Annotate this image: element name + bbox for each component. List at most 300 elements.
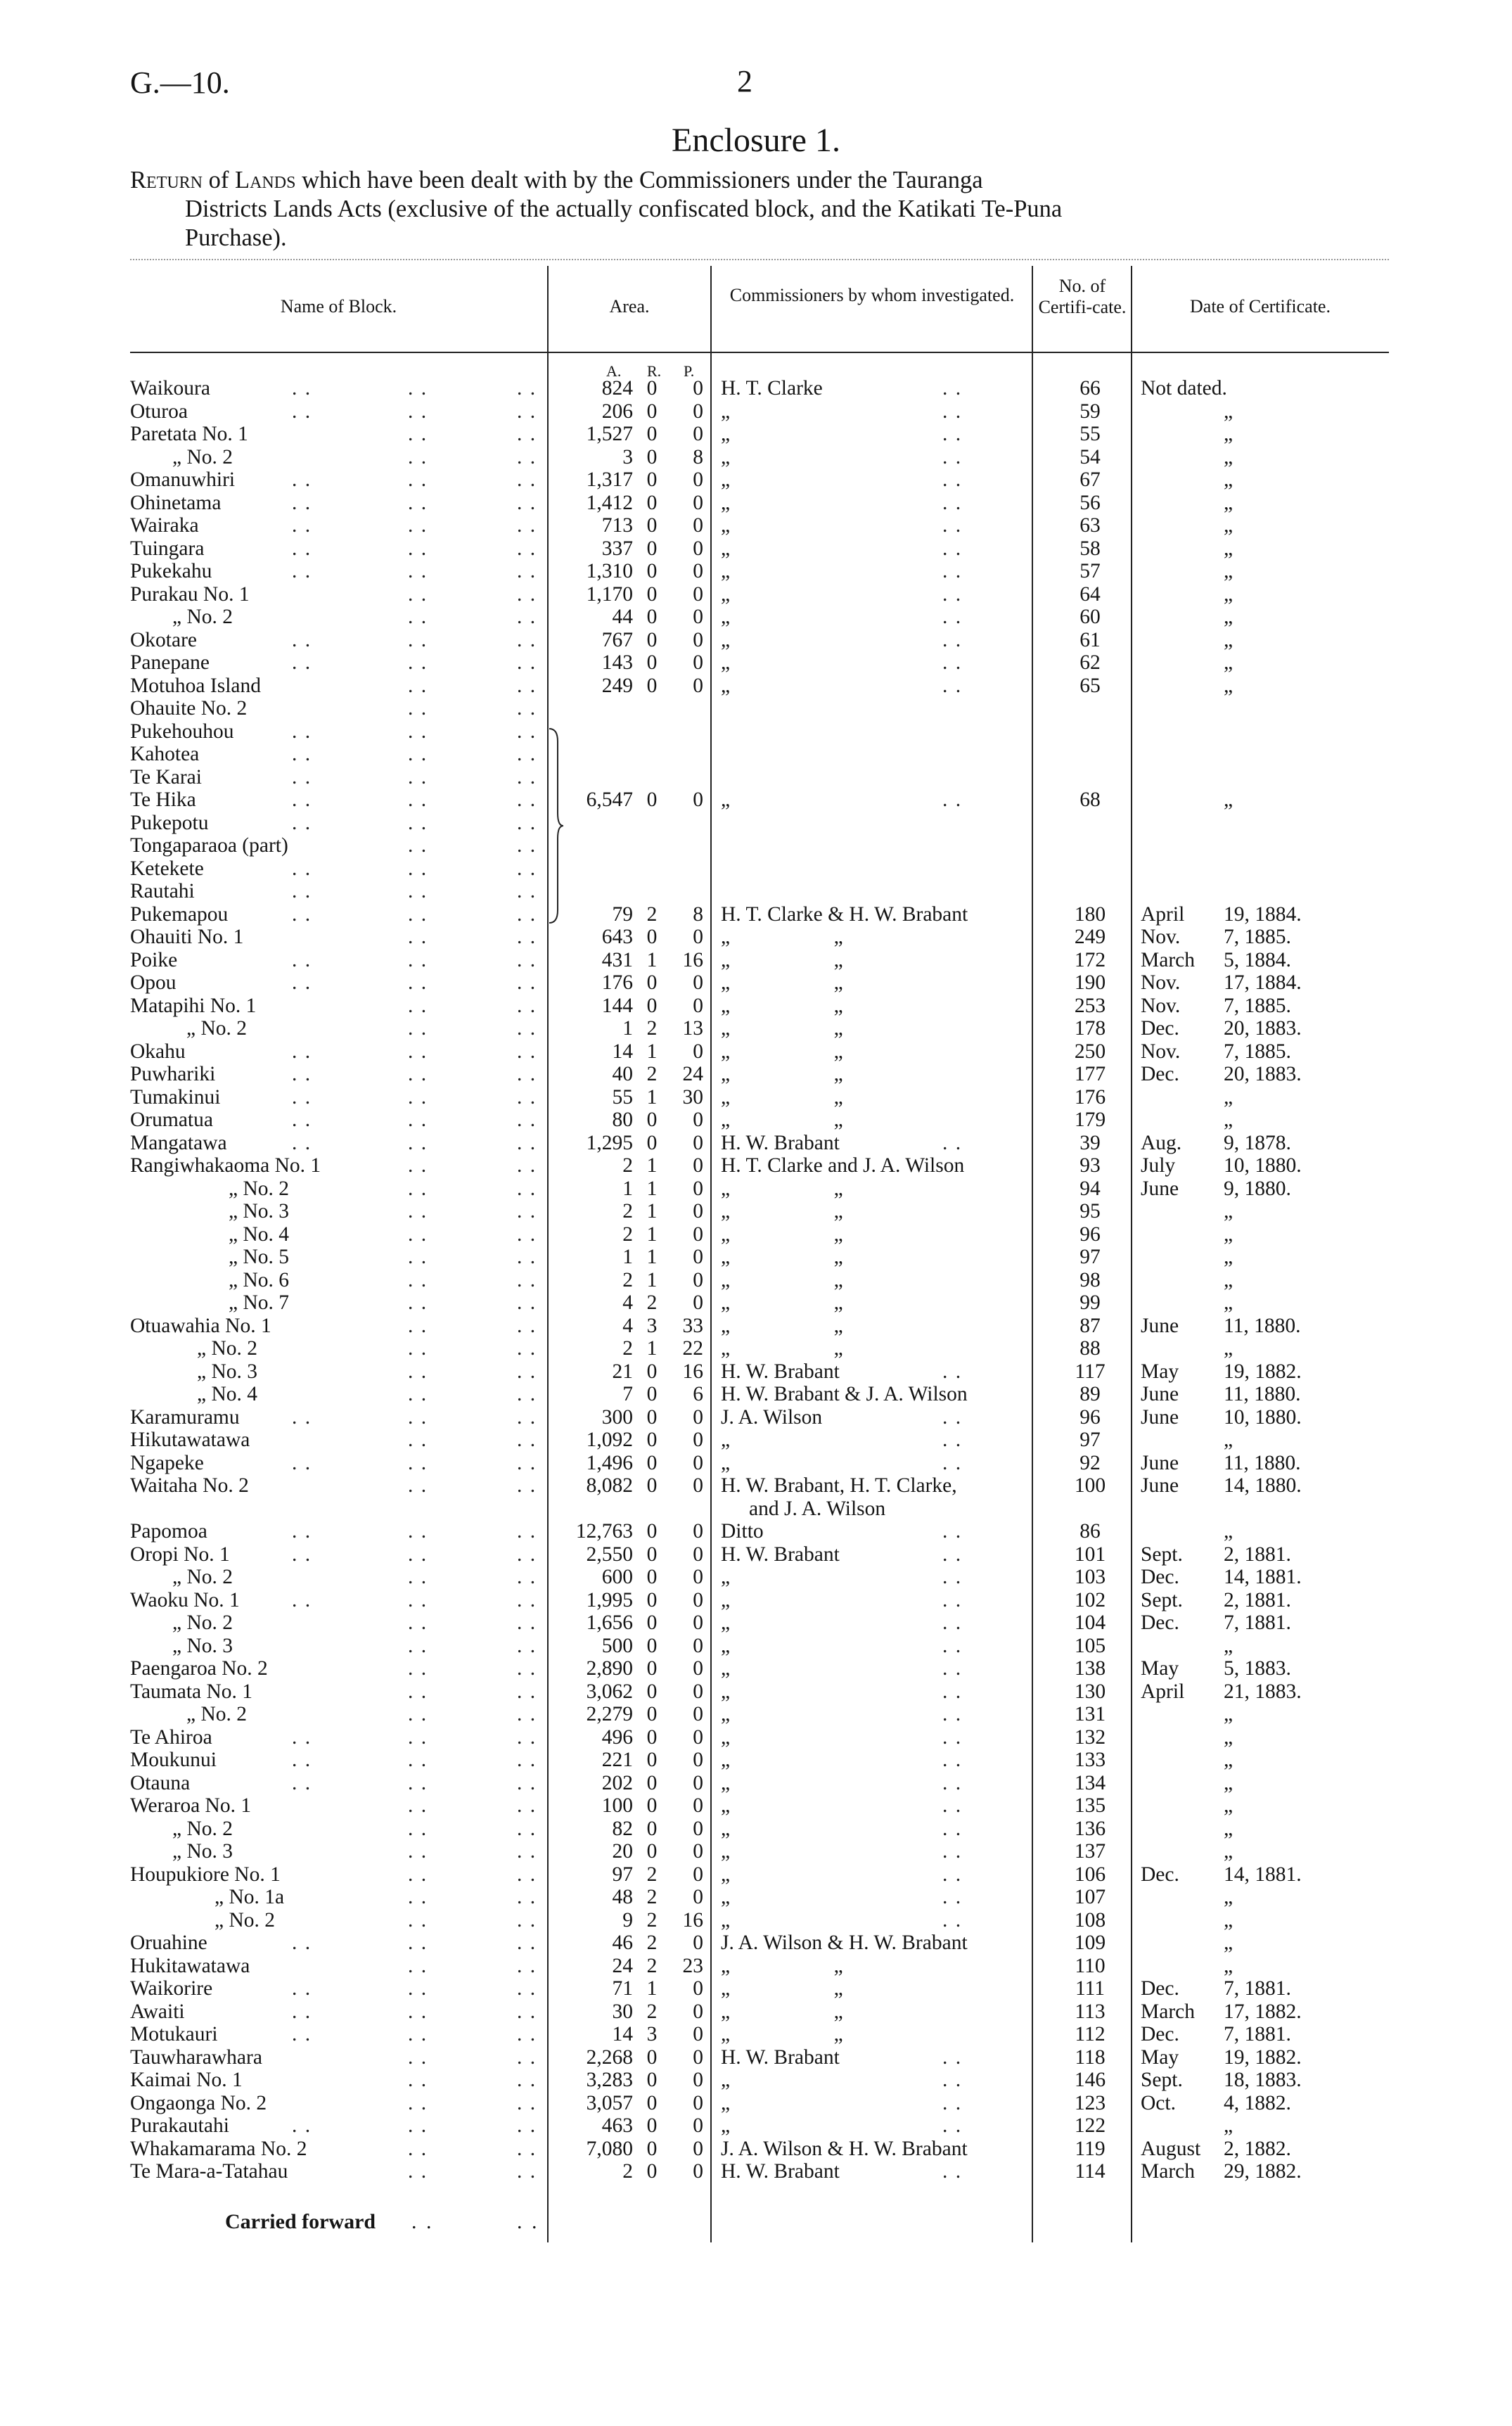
dot-leader: . .: [408, 400, 428, 423]
area-acres: 48: [612, 1886, 633, 1908]
dot-leader: . .: [408, 1749, 428, 1771]
certificate-month: June: [1141, 1474, 1179, 1497]
certificate-number: 106: [1074, 1863, 1106, 1886]
dot-leader: . .: [517, 926, 537, 948]
intro-line3: Purchase).: [185, 224, 287, 251]
certificate-number: 59: [1079, 400, 1101, 423]
block-name: Mangatawa: [130, 1131, 227, 1154]
unit-roods: R.: [647, 362, 662, 380]
area-roods: 0: [646, 606, 658, 628]
area-roods: 0: [646, 2091, 658, 2114]
dot-leader: . .: [292, 1405, 312, 1429]
table-row: [0, 1246, 1512, 1269]
dot-leader: . .: [517, 1383, 537, 1405]
block-name: Te Hika: [130, 789, 196, 811]
table-row: [0, 1269, 1512, 1292]
area-roods: 2: [646, 1932, 658, 1954]
dot-leader: . .: [292, 971, 312, 994]
dot-leader: . .: [408, 582, 428, 606]
area-perches: 0: [693, 2137, 703, 2160]
certificate-number: 108: [1074, 1908, 1106, 1932]
dot-leader: . .: [292, 628, 312, 651]
dot-leader: . .: [408, 743, 428, 765]
area-perches: 0: [693, 1794, 703, 1817]
dot-leader: . .: [517, 423, 537, 445]
page-number: 2: [737, 64, 752, 98]
area-acres: 2: [622, 1154, 633, 1177]
certificate-number: 114: [1075, 2160, 1106, 2183]
area-roods: 0: [646, 628, 658, 651]
dot-leader: . .: [408, 2091, 428, 2114]
table-row: [0, 1589, 1512, 1612]
table-row: [0, 1017, 1512, 1040]
dot-leader: . .: [942, 468, 963, 491]
block-name: Waikorire: [130, 1977, 213, 2000]
table-row: [0, 1452, 1512, 1475]
dot-leader: . .: [292, 514, 312, 537]
dot-leader: . .: [942, 2114, 963, 2137]
area-acres: 1,092: [586, 1429, 633, 1451]
area-roods: 0: [646, 674, 658, 697]
area-acres: 463: [601, 2114, 633, 2137]
area-roods: 1: [646, 1177, 658, 1200]
certificate-month: August: [1141, 2137, 1201, 2160]
area-acres: 713: [601, 514, 633, 537]
area-perches: 0: [693, 1246, 703, 1268]
block-name: Te Ahiroa: [130, 1725, 212, 1749]
dot-leader: . .: [517, 491, 537, 514]
dot-leader: . .: [408, 1268, 428, 1291]
dot-leader: . .: [408, 1131, 428, 1154]
dot-leader: . .: [408, 2045, 428, 2069]
table-row: [0, 834, 1512, 857]
certificate-month: Sept.: [1141, 1588, 1183, 1611]
dot-leader: . .: [408, 1360, 428, 1383]
commissioners: „ „: [721, 926, 843, 948]
block-name: Te Karai: [130, 765, 202, 789]
area-perches: 0: [693, 1268, 703, 1291]
certificate-month: Dec.: [1141, 1566, 1179, 1588]
area-acres: 4: [622, 1291, 633, 1314]
certificate-date: „: [1224, 468, 1234, 491]
block-name: Okahu: [130, 1040, 186, 1063]
block-name: Omanuwhiri: [130, 468, 236, 491]
area-roods: 2: [646, 1017, 658, 1040]
block-name: Tuingara: [130, 537, 205, 560]
certificate-month: March: [1141, 2000, 1195, 2023]
dot-leader: . .: [517, 971, 537, 994]
certificate-month: Aug.: [1141, 1131, 1182, 1154]
commissioners: „ „: [721, 1246, 843, 1268]
dot-leader: . .: [942, 1429, 963, 1451]
table-row: [0, 697, 1512, 720]
block-name: „ No. 2: [229, 1177, 290, 1200]
certificate-number: 104: [1074, 1611, 1106, 1634]
commissioners: „: [721, 537, 731, 560]
area-roods: 0: [646, 514, 658, 537]
carried-forward-leader-2: . .: [517, 2210, 539, 2233]
area-perches: 8: [693, 902, 703, 926]
area-acres: 3,062: [586, 1680, 633, 1703]
certificate-day: 9, 1878.: [1224, 1131, 1291, 1154]
commissioners: „: [721, 1863, 731, 1886]
dot-leader: . .: [408, 1474, 428, 1497]
area-perches: 0: [693, 1817, 703, 1840]
block-name: Purakau No. 1: [130, 582, 250, 606]
area-acres: 3,283: [586, 2069, 633, 2091]
table-row: [0, 377, 1512, 400]
certificate-number: 172: [1074, 948, 1106, 971]
certificate-date: „: [1224, 423, 1234, 445]
column-header-commissioners: Commissioners by whom investigated.: [729, 285, 1015, 305]
block-name: „ No. 2: [172, 445, 233, 468]
commissioners: „ „: [721, 994, 843, 1017]
certificate-month: June: [1141, 1451, 1179, 1474]
column-header-cert-no: No. of Certifi-cate.: [1038, 276, 1127, 317]
certificate-day: 14, 1880.: [1224, 1474, 1302, 1497]
table-row: [0, 1200, 1512, 1223]
commissioners: „: [721, 1794, 731, 1817]
area-roods: 0: [646, 1840, 658, 1863]
certificate-number: 96: [1079, 1222, 1101, 1246]
block-name: Matapihi No. 1: [130, 994, 257, 1017]
certificate-day: 21, 1883.: [1224, 1680, 1302, 1703]
commissioners: H. W. Brabant: [721, 2160, 840, 2183]
table-row: [0, 1360, 1512, 1384]
commissioners: „: [721, 789, 731, 811]
dot-leader: . .: [408, 1063, 428, 1085]
area-roods: 1: [646, 1246, 658, 1268]
dot-leader: . .: [942, 2069, 963, 2091]
table-row: [0, 2023, 1512, 2046]
certificate-number: 62: [1079, 651, 1101, 674]
dot-leader: . .: [517, 902, 537, 926]
area-acres: 500: [601, 1634, 633, 1657]
dot-leader: . .: [292, 902, 312, 926]
dot-leader: . .: [408, 857, 428, 880]
dot-leader: . .: [942, 789, 963, 811]
certificate-number: 60: [1079, 606, 1101, 628]
certificate-date: „: [1224, 1932, 1234, 1954]
block-name: Otuawahia No. 1: [130, 1314, 271, 1337]
dot-leader: . .: [517, 1200, 537, 1222]
dot-leader: . .: [517, 1451, 537, 1474]
commissioners: „: [721, 1566, 731, 1588]
dot-leader: . .: [408, 1291, 428, 1314]
certificate-number: 177: [1074, 1063, 1106, 1085]
certificate-number: 109: [1074, 1932, 1106, 1954]
certificate-number: 179: [1074, 1109, 1106, 1131]
block-name: Paengaroa No. 2: [130, 1657, 268, 1680]
dot-leader: . .: [408, 1040, 428, 1063]
certificate-date: „: [1224, 1337, 1234, 1360]
table-row: [0, 766, 1512, 789]
carried-forward-leader: . .: [411, 2210, 434, 2233]
certificate-month: Nov.: [1141, 994, 1181, 1017]
certificate-month: Dec.: [1141, 1017, 1179, 1040]
area-roods: 0: [646, 1451, 658, 1474]
area-perches: 8: [693, 445, 703, 468]
certificate-date: „: [1224, 1291, 1234, 1314]
area-acres: 7,080: [586, 2137, 633, 2160]
table-row: [0, 1086, 1512, 1109]
dot-leader: . .: [408, 926, 428, 948]
area-acres: 79: [612, 902, 633, 926]
commissioners: „ „: [721, 1337, 843, 1360]
commissioners: „: [721, 1749, 731, 1771]
block-name: „ No. 5: [229, 1246, 290, 1268]
dot-leader: . .: [408, 1588, 428, 1611]
dot-leader: . .: [292, 651, 312, 674]
area-perches: 0: [693, 1749, 703, 1771]
area-acres: 337: [601, 537, 633, 560]
certificate-month: Dec.: [1141, 1863, 1179, 1886]
area-perches: 0: [693, 1451, 703, 1474]
table-row: [0, 880, 1512, 903]
dot-leader: . .: [942, 606, 963, 628]
dot-leader: . .: [517, 674, 537, 697]
dot-leader: . .: [408, 1200, 428, 1222]
area-perches: 0: [693, 1040, 703, 1063]
dot-leader: . .: [292, 1451, 312, 1474]
table-row: [0, 857, 1512, 881]
area-acres: 202: [601, 1771, 633, 1794]
certificate-number: 146: [1074, 2069, 1106, 2091]
area-roods: 2: [646, 1886, 658, 1908]
area-roods: 0: [646, 2160, 658, 2183]
table-row: [0, 1749, 1512, 1772]
area-perches: 0: [693, 2000, 703, 2023]
certificate-date: „: [1224, 445, 1234, 468]
area-roods: 0: [646, 1657, 658, 1680]
table-body: [0, 377, 1512, 2183]
area-acres: 80: [612, 1109, 633, 1131]
area-roods: 0: [646, 1566, 658, 1588]
dot-leader: . .: [517, 1291, 537, 1314]
dot-leader: . .: [517, 1794, 537, 1817]
certificate-date: „: [1224, 400, 1234, 423]
certificate-date: „: [1224, 1725, 1234, 1749]
commissioners: H. W. Brabant: [721, 1131, 840, 1154]
certificate-date: „: [1224, 606, 1234, 628]
block-name: Ketekete: [130, 857, 204, 880]
block-name: Ohinetama: [130, 491, 222, 514]
commissioners: „: [721, 628, 731, 651]
area-perches: 0: [693, 2114, 703, 2137]
area-perches: 0: [693, 1566, 703, 1588]
dot-leader: . .: [942, 1566, 963, 1588]
dot-leader: . .: [942, 1131, 963, 1154]
certificate-number: 123: [1074, 2091, 1106, 2114]
certificate-day: 18, 1883.: [1224, 2069, 1302, 2091]
area-acres: 300: [601, 1405, 633, 1429]
area-roods: 0: [646, 1634, 658, 1657]
dot-leader: . .: [292, 1109, 312, 1131]
dot-leader: . .: [517, 560, 537, 582]
area-acres: 2: [622, 1222, 633, 1246]
intro-part2: which have been dealt with by the Commissioners under the Tauranga: [302, 167, 983, 193]
area-perches: 0: [693, 423, 703, 445]
area-perches: 0: [693, 377, 703, 400]
certificate-month: March: [1141, 948, 1195, 971]
certificate-number: 249: [1074, 926, 1106, 948]
dot-leader: . .: [517, 811, 537, 834]
certificate-number: 119: [1075, 2137, 1106, 2160]
area-roods: 1: [646, 1085, 658, 1109]
certificate-number: 132: [1074, 1725, 1106, 1749]
area-acres: 20: [612, 1840, 633, 1863]
commissioners: „: [721, 423, 731, 445]
block-name: Oturoa: [130, 400, 188, 423]
certificate-number: 130: [1074, 1680, 1106, 1703]
dot-leader: . .: [408, 491, 428, 514]
area-roods: 1: [646, 1200, 658, 1222]
area-acres: 1,317: [586, 468, 633, 491]
table-row: [0, 2046, 1512, 2069]
block-name: „ No. 2: [172, 1817, 233, 1840]
certificate-number: 54: [1079, 445, 1101, 468]
table-row: [0, 971, 1512, 995]
certificate-date: „: [1224, 582, 1234, 606]
dot-leader: . .: [517, 1886, 537, 1908]
dot-leader: . .: [292, 491, 312, 514]
area-perches: 30: [682, 1085, 703, 1109]
commissioners: J. A. Wilson: [721, 1405, 823, 1429]
area-acres: 600: [601, 1566, 633, 1588]
block-name: Oropi No. 1: [130, 1543, 230, 1566]
table-header-rule: [130, 352, 1389, 353]
dot-leader: . .: [517, 1063, 537, 1085]
dot-leader: . .: [942, 1543, 963, 1566]
column-header-area: Area.: [609, 296, 650, 317]
area-perches: 16: [682, 1360, 703, 1383]
area-perches: 0: [693, 1634, 703, 1657]
certificate-number: 134: [1074, 1771, 1106, 1794]
block-name: Ohauiti No. 1: [130, 926, 244, 948]
dot-leader: . .: [517, 743, 537, 765]
block-name: Orumatua: [130, 1109, 213, 1131]
dot-leader: . .: [517, 1040, 537, 1063]
dot-leader: . .: [292, 765, 312, 789]
certificate-number: 66: [1079, 377, 1101, 400]
dot-leader: . .: [408, 2137, 428, 2160]
area-acres: 143: [601, 651, 633, 674]
dot-leader: . .: [408, 1405, 428, 1429]
dot-leader: . .: [517, 1222, 537, 1246]
certificate-date: „: [1224, 674, 1234, 697]
commissioners: „ „: [721, 1200, 843, 1222]
block-name: Tauwharawhara: [130, 2045, 262, 2069]
enclosure-title: Enclosure 1.: [672, 122, 840, 159]
certificate-day: 11, 1880.: [1224, 1451, 1301, 1474]
dot-leader: . .: [517, 994, 537, 1017]
area-roods: 2: [646, 1863, 658, 1886]
commissioners: „: [721, 1429, 731, 1451]
dot-leader: . .: [517, 2045, 537, 2069]
document-code: G.—10.: [130, 65, 230, 100]
block-name: Kahotea: [130, 743, 200, 765]
dot-leader: . .: [942, 1634, 963, 1657]
commissioners: „: [721, 674, 731, 697]
commissioners: „ „: [721, 971, 843, 994]
certificate-number: 67: [1079, 468, 1101, 491]
certificate-day: 19, 1882.: [1224, 1360, 1302, 1383]
area-perches: 0: [693, 1771, 703, 1794]
area-acres: 2,890: [586, 1657, 633, 1680]
dot-leader: . .: [942, 1703, 963, 1725]
commissioners: and J. A. Wilson: [749, 1497, 886, 1520]
area-acres: 1: [622, 1246, 633, 1268]
dot-leader: . .: [408, 1520, 428, 1543]
area-roods: 0: [646, 971, 658, 994]
block-name: Whakamarama No. 2: [130, 2137, 307, 2160]
certificate-month: June: [1141, 1177, 1179, 1200]
dot-leader: . .: [408, 948, 428, 971]
table-row: [0, 1611, 1512, 1635]
dot-leader: . .: [517, 1771, 537, 1794]
area-roods: 0: [646, 1131, 658, 1154]
table-row: [0, 1794, 1512, 1818]
area-perches: 0: [693, 1109, 703, 1131]
certificate-number: 118: [1075, 2045, 1106, 2069]
block-name: „ No. 2: [172, 1611, 233, 1634]
certificate-day: 11, 1880.: [1224, 1314, 1301, 1337]
dot-leader: . .: [517, 1154, 537, 1177]
certificate-month: March: [1141, 2160, 1195, 2183]
area-roods: 0: [646, 1771, 658, 1794]
area-roods: 0: [646, 1429, 658, 1451]
certificate-day: 2, 1882.: [1224, 2137, 1291, 2160]
table-row: [0, 1383, 1512, 1406]
commissioners: „: [721, 468, 731, 491]
dot-leader: . .: [408, 2023, 428, 2045]
dot-leader: . .: [517, 2137, 537, 2160]
area-perches: 0: [693, 468, 703, 491]
dot-leader: . .: [292, 377, 312, 400]
commissioners: „: [721, 1840, 731, 1863]
dot-leader: . .: [942, 2045, 963, 2069]
table-row: [0, 446, 1512, 469]
area-roods: 1: [646, 1977, 658, 2000]
block-name: Pukehouhou: [130, 720, 234, 743]
area-perches: 0: [693, 400, 703, 423]
area-perches: 0: [693, 789, 703, 811]
dot-leader: . .: [517, 857, 537, 880]
area-perches: 0: [693, 1932, 703, 1954]
table-row: [0, 1635, 1512, 1658]
area-roods: 2: [646, 1908, 658, 1932]
area-roods: 1: [646, 1154, 658, 1177]
certificate-day: 2, 1881.: [1224, 1588, 1291, 1611]
dot-leader: . .: [517, 1932, 537, 1954]
area-acres: 71: [612, 1977, 633, 2000]
dot-leader: . .: [408, 880, 428, 902]
certificate-month: Oct.: [1141, 2091, 1176, 2114]
certificate-number: 250: [1074, 1040, 1106, 1063]
dot-leader: . .: [292, 2023, 312, 2045]
dot-leader: . .: [408, 2160, 428, 2183]
area-roods: 0: [646, 2045, 658, 2069]
area-perches: 0: [693, 560, 703, 582]
table-row: [0, 1406, 1512, 1429]
certificate-day: 9, 1880.: [1224, 1177, 1291, 1200]
block-name: Hikutawatawa: [130, 1429, 250, 1451]
dot-leader: . .: [408, 902, 428, 926]
dot-leader: . .: [942, 1749, 963, 1771]
commissioners: H. W. Brabant: [721, 2045, 840, 2069]
area-perches: 0: [693, 491, 703, 514]
carried-forward-label: Carried forward: [225, 2210, 376, 2233]
